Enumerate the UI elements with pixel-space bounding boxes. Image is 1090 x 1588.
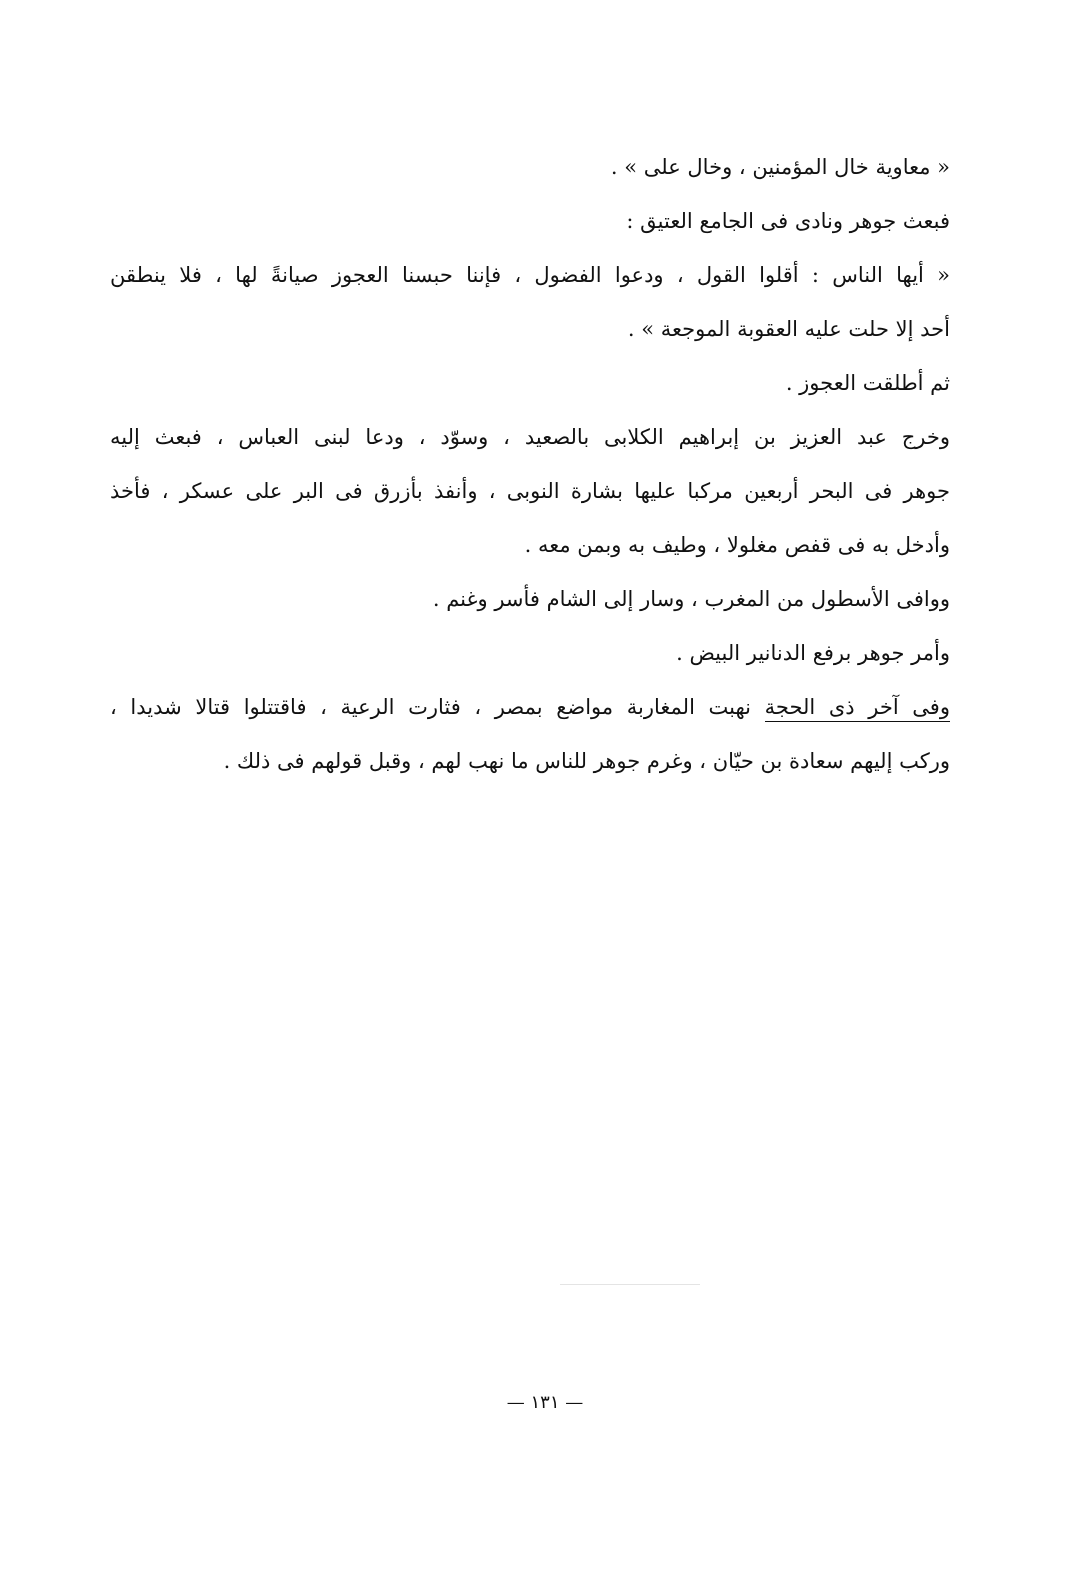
text-line-12: وركب إليهم سعادة بن حيّان ، وغرم جوهر للناس ما نهب لهم ، وقبل قولهم فى ذلك . (223, 749, 950, 773)
underlined-phrase: وفى آخر ذى الحجة (765, 695, 950, 722)
text-line-6: وخرج عبد العزيز بن إبراهيم الكلابى بالصعيد ، وسوّد ، ودعا لبنى العباس ، فبعث إليه (110, 425, 950, 449)
text-line-10: وأمر جوهر برفع الدنانير البيض . (676, 641, 950, 665)
text-line-5: ثم أطلقت العجوز . (785, 371, 950, 395)
text-line-4: أحد إلا حلت عليه العقوبة الموجعة » . (627, 317, 950, 341)
text-line-7: جوهر فى البحر أربعين مركبا عليها بشارة النوبى ، وأنفذ بأزرق فى البر على عسكر ، فأخذ (110, 479, 950, 503)
text-line-1: « معاوية خال المؤمنين ، وخال على » . (610, 155, 950, 179)
text-line-3: « أيها الناس : أقلوا القول ، ودعوا الفضول ، فإننا حبسنا العجوز صيانةً لها ، فلا ينطقن (110, 263, 950, 287)
scan-artifact (560, 1284, 700, 1285)
text-line-8: وأدخل به فى قفص مغلولا ، وطيف به وبمن معه . (524, 533, 950, 557)
page-number: — ١٣١ — (506, 1392, 584, 1413)
text-line-2: فبعث جوهر ونادى فى الجامع العتيق : (626, 209, 950, 233)
text-line-9: ووافى الأسطول من المغرب ، وسار إلى الشام فأسر وغنم . (432, 587, 950, 611)
body-text (110, 140, 950, 788)
text-line-11 (110, 680, 950, 734)
text-line-11-rest: نهبت المغاربة مواضع بمصر ، فثارت الرعية ، فاقتتلوا قتالا شديدا ، (110, 695, 752, 719)
